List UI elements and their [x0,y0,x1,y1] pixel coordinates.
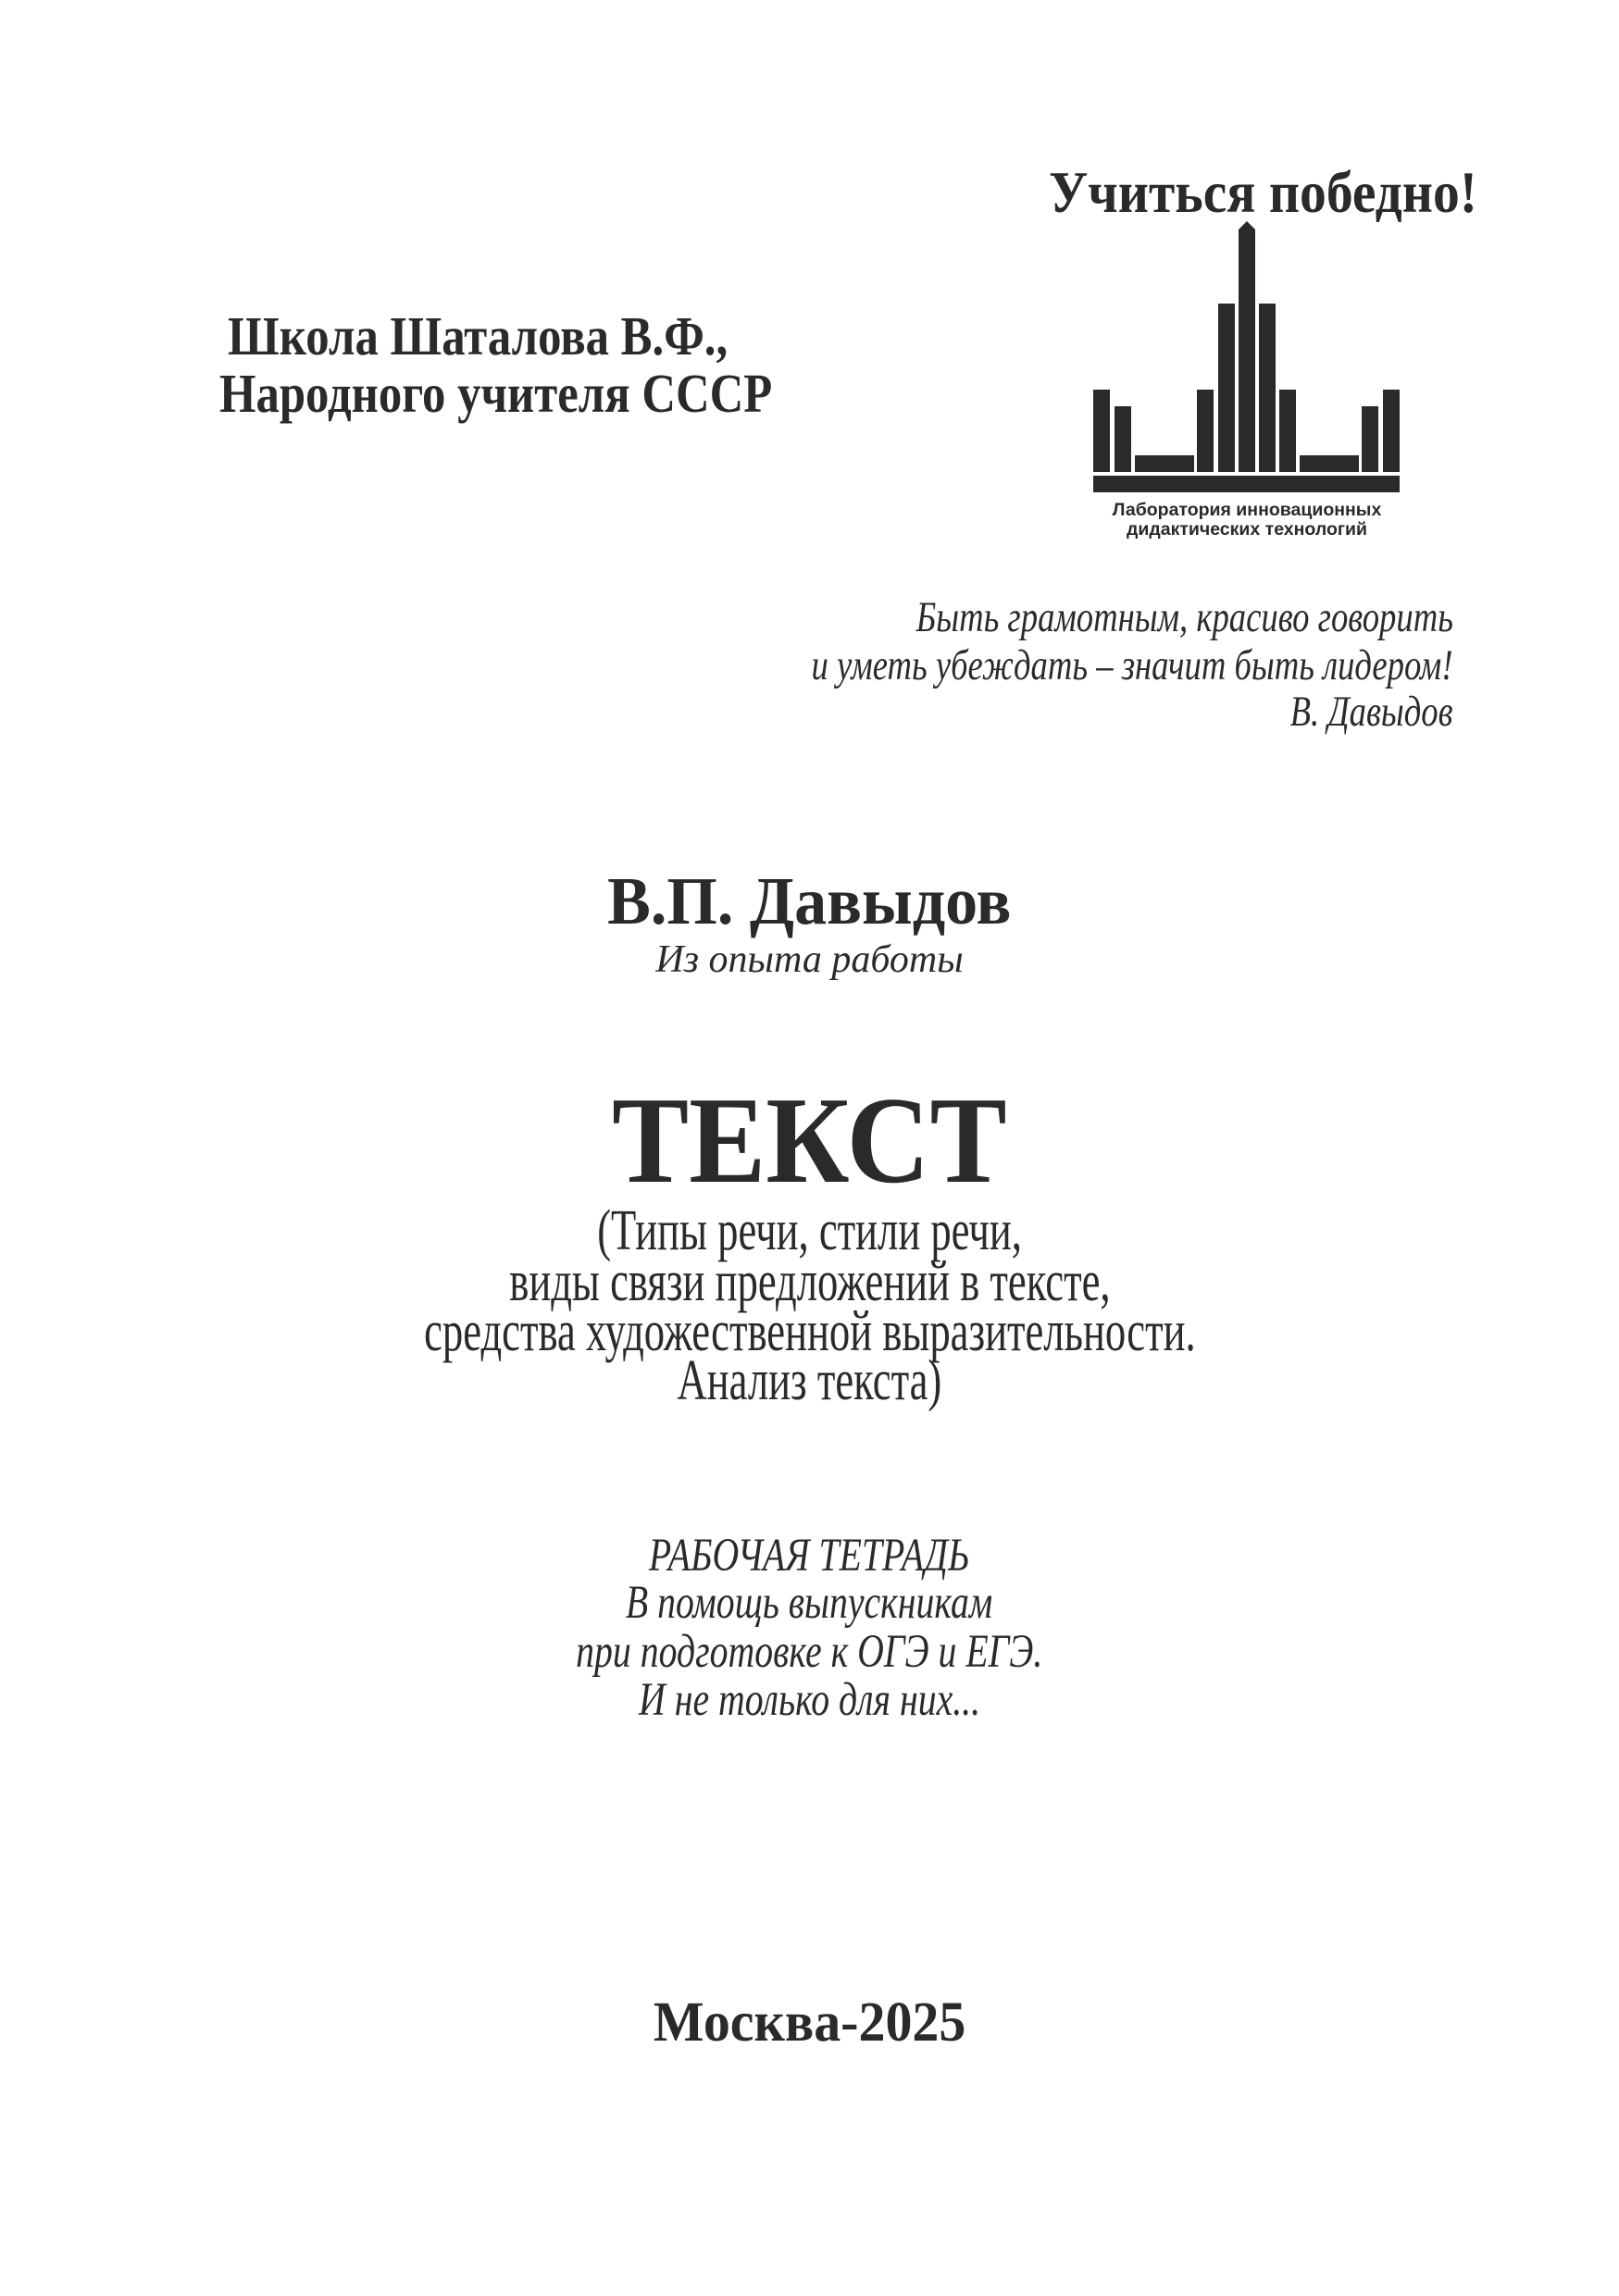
logo-bar [1279,390,1296,472]
logo-bar [1218,304,1235,472]
logo-bar [1115,406,1131,472]
school-title-line: Народного учителя СССР [219,363,773,424]
motto [1049,159,1525,225]
subtitle-line: виды связи предложений в тексте, [508,1250,1111,1313]
quote-line: и уметь убеждать – значит быть лидером! [811,641,1453,689]
logo-bar [1362,406,1378,472]
city-year: Москва-2025 [653,1992,966,2054]
subtitle-line: Анализ текста) [677,1349,942,1412]
logo-spire [1239,230,1255,472]
subtitle-line: средства художественной выразительности. [423,1300,1196,1363]
school-name-line: Школа Шаталова В.Ф., [228,305,729,366]
logo-caption-line: Лаборатория инновационных [1112,500,1382,520]
workbook-line: И не только для них... [638,1674,981,1726]
workbook-line: при подготовке к ОГЭ и ЕГЭ. [576,1626,1043,1678]
imprint [0,1992,1619,2054]
logo-bar [1259,304,1276,472]
logo-bar [1093,390,1110,472]
logo-bar [1135,455,1194,472]
motto-text: Учиться победно! [1049,159,1477,225]
quote-line: Быть грамотным, красиво говорить [915,593,1453,641]
main-title: ТЕКСТ [612,1072,1007,1209]
logo-base [1093,476,1400,492]
logo-caption-line: дидактических технологий [1127,519,1367,540]
skyline-bars-logo-icon [0,0,1619,555]
workbook-label: РАБОЧАЯ ТЕТРАДЬ [649,1530,970,1582]
author-note: Из опыта работы [655,938,964,981]
logo-bar [1197,390,1214,472]
quote-attribution: В. Давыдов [1290,688,1453,736]
workbook-line: В помощь выпускникам [626,1577,993,1629]
logo-bar [1383,390,1400,472]
logo-bar [1300,455,1359,472]
subtitle-line: (Типы речи, стили речи, [597,1199,1022,1262]
author-name: В.П. Давыдов [607,863,1012,938]
